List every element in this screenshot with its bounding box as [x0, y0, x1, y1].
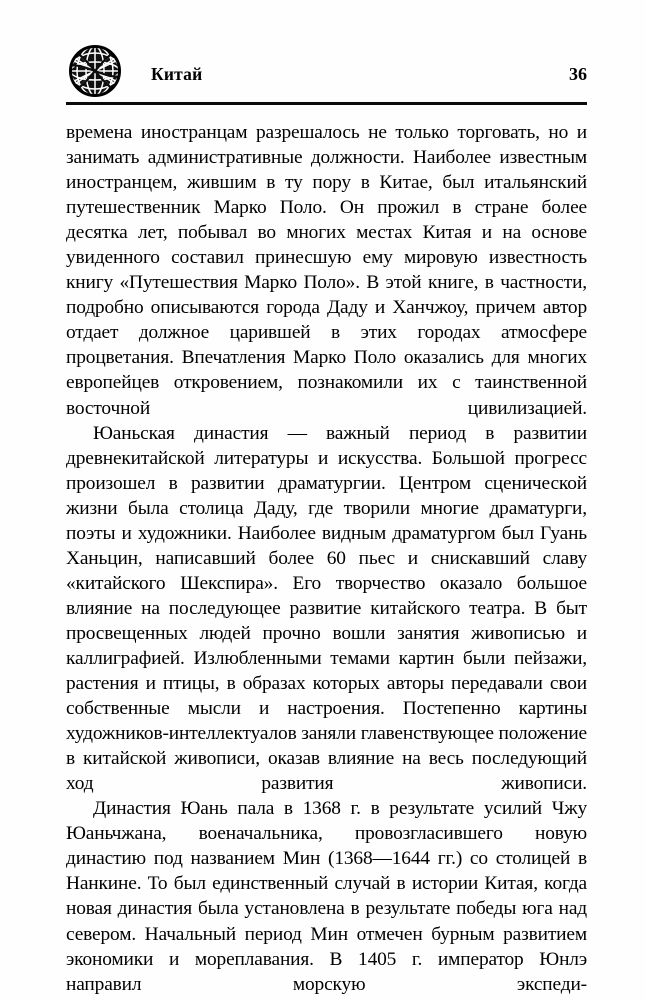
running-head — [66, 40, 587, 106]
paragraph: Династия Юань пала в 1368 г. в результате усилий Чжу Юаньчжана, военачальника, провозгласившего новую династию под названием Мин (1368—1644 гг.) со столицей в Нанкине. То был единственный случай в истории Китая, когда новая династия была установлена в результате победы юга над севером. Начальный период Мин отмечен бурным развитием экономики и мореплавания. В 1405 г. император Юнлэ направил морскую экспеди- — [66, 798, 587, 995]
running-head-title: Китай — [151, 64, 203, 84]
globe-emblem-icon — [66, 42, 124, 100]
page-number: 36 — [569, 64, 587, 84]
body-text-column — [66, 120, 587, 997]
paragraph: времена иностранцам разрешалось не только торговать, но и занимать административные должности. Наиболее известным иностранцем, жившим в ту пору в Китае, был итальянский путешественник Марко Поло. Он прожил в стране более десятка лет, побывал во многих местах Китая и на основе увиденного составил принесшую ему мировую известность книгу «Путешествия Марко Поло». В этой книге, в частности, подробно описываются города Даду и Ханчжоу, причем автор отдает должное царившей в этих городах атмосфере процветания. Впечатления Марко Поло оказались для многих европейцев откровением, познакомили их с таинственной восточной цивилизацией. — [66, 122, 587, 419]
running-head-rule — [66, 102, 587, 105]
paragraph: Юаньская династия — важный период в развитии древнекитайской литературы и искусства. Большой прогресс произошел в развитии драматургии. Центром сценической жизни была столица Даду, где творили многие драматурги, поэты и художники. Наиболее видным драматургом был Гуань Ханьцин, написавший более 60 пьес и снискавший славу «китайского Шекспира». Его творчество оказало большое влияние на последующее развитие китайского театра. В быт просвещенных людей прочно вошли занятия живописью и каллиграфией. Излюбленными темами картин были пейзажи, растения и птицы, в образах которых авторы передавали свои собственные мысли и настроения. Постепенно картины художников-интеллектуалов заняли главенствующее положение в китайской живописи, оказав влияние на весь последующий ход развития живописи. — [66, 422, 587, 795]
